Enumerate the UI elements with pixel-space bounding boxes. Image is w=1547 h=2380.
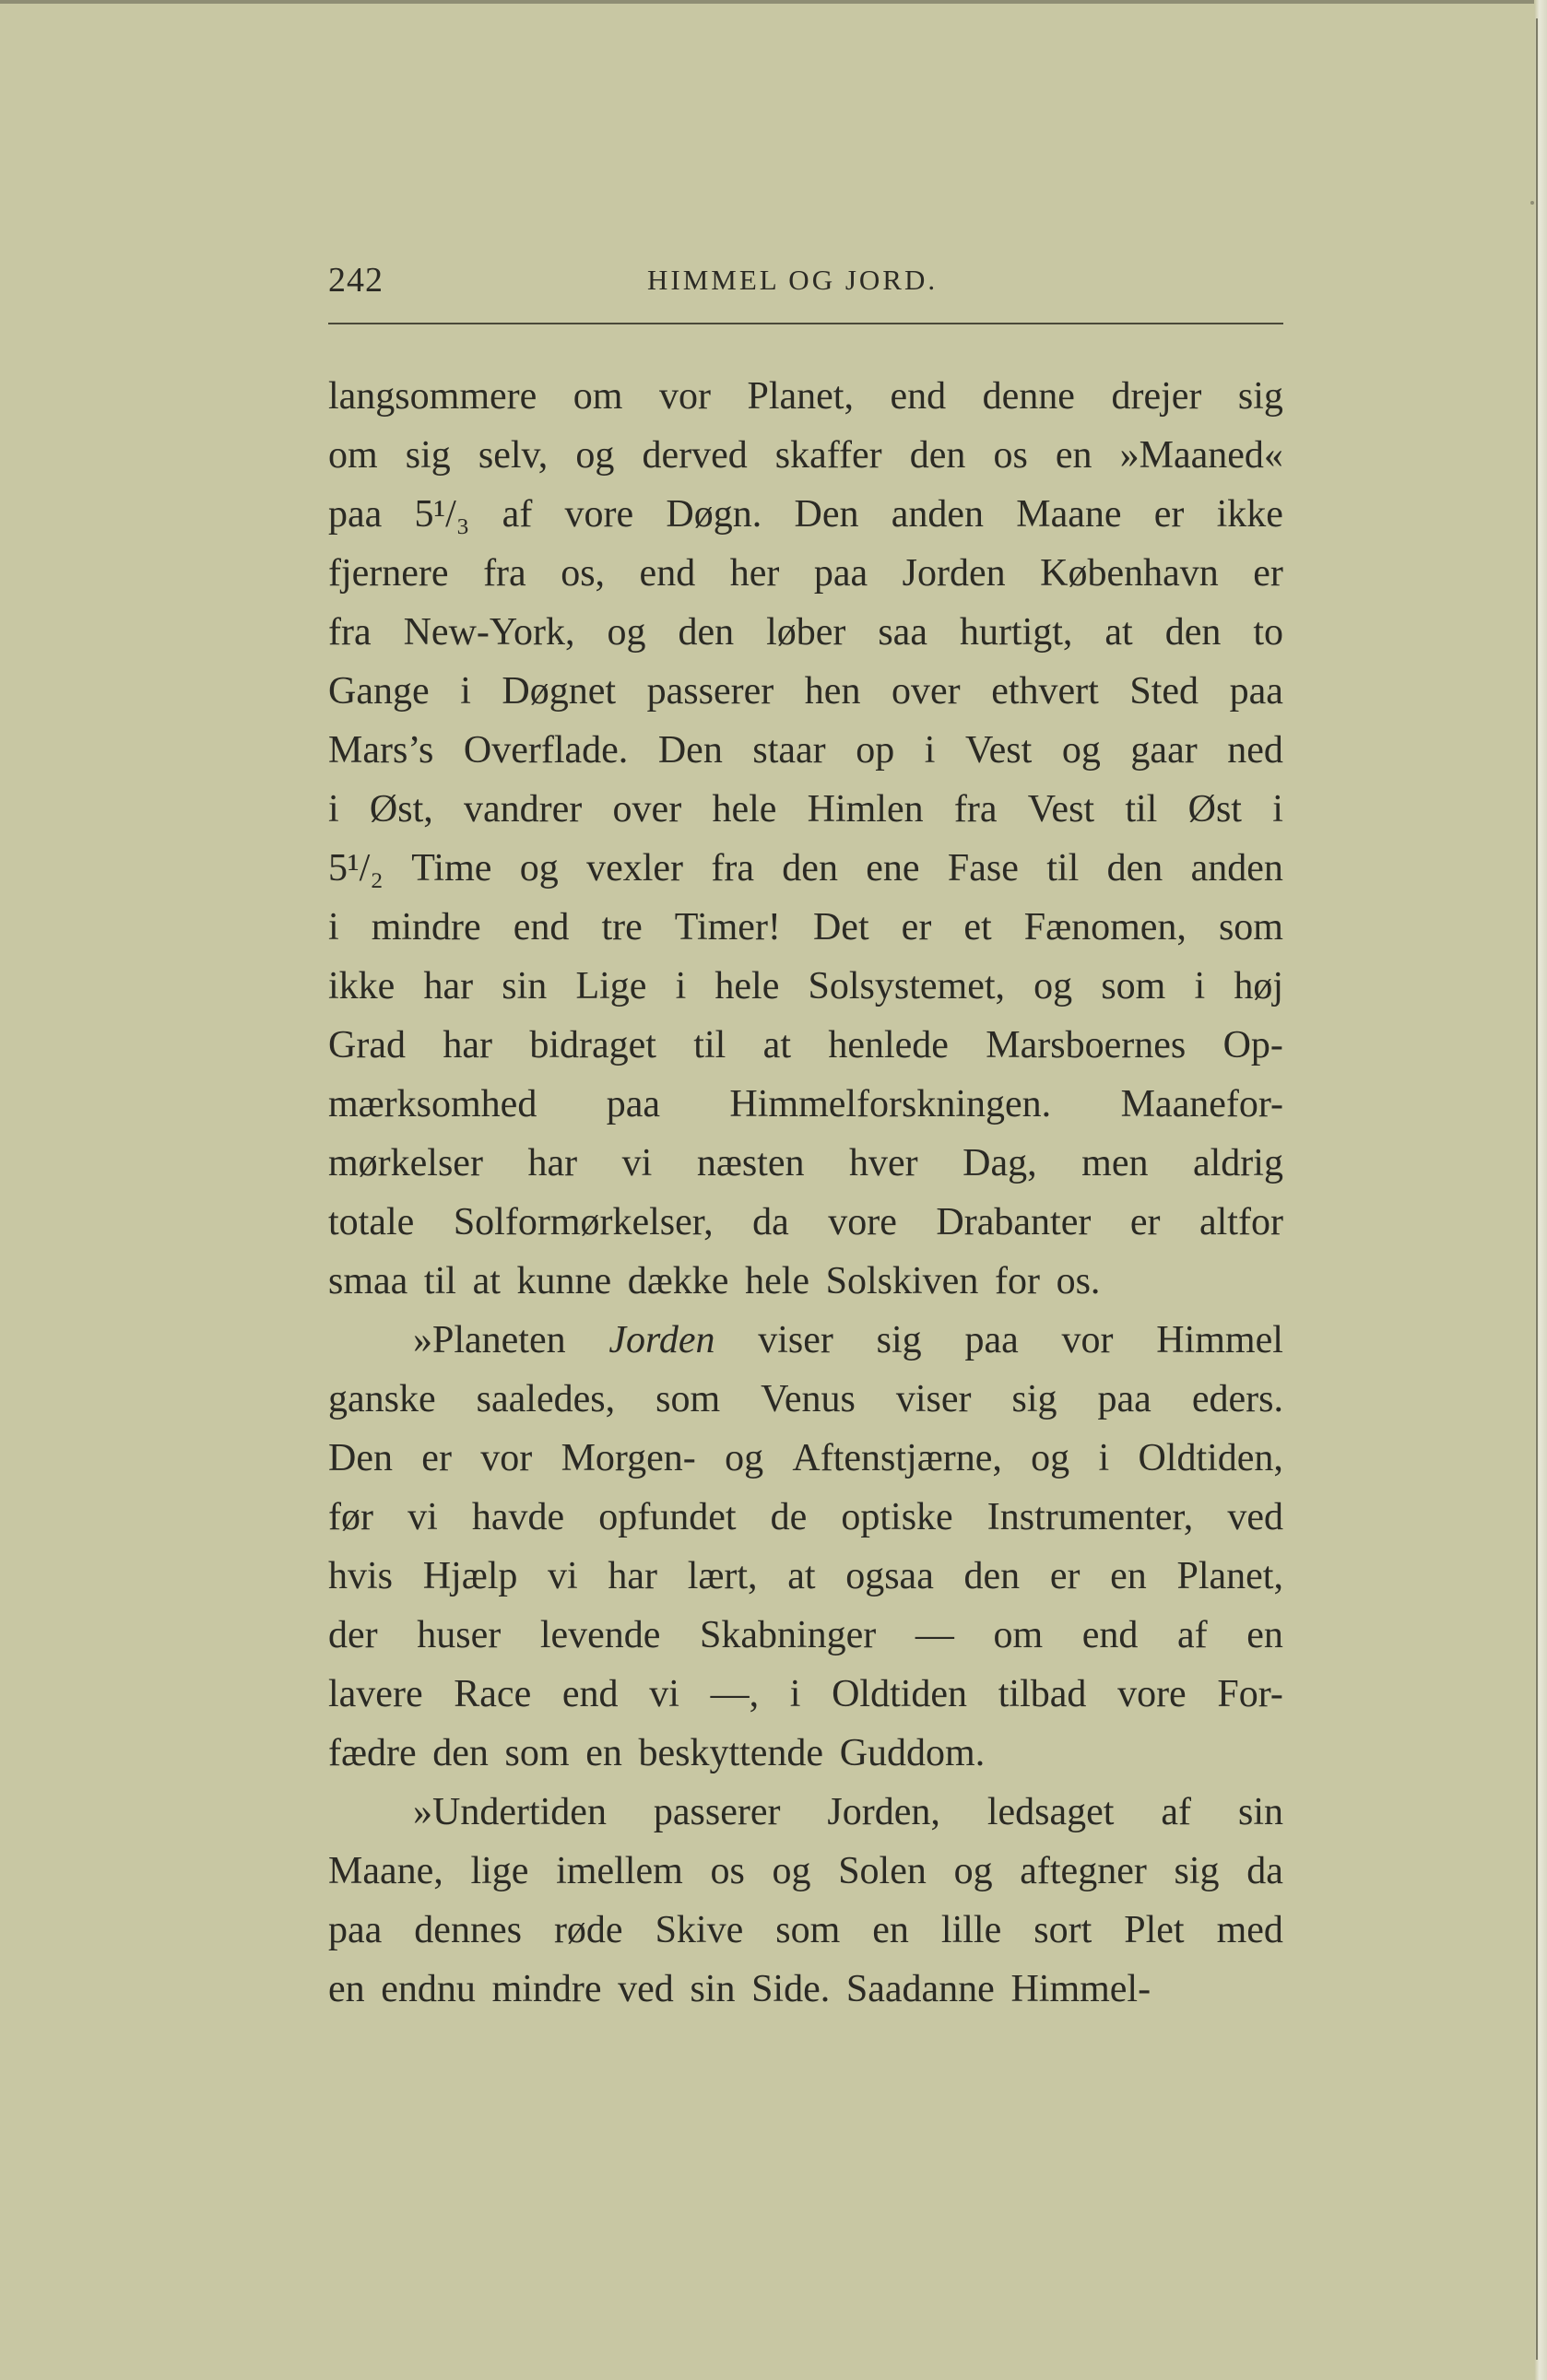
word: For- [1217,1673,1283,1715]
word: har [443,1024,492,1066]
word: Den [657,729,723,772]
word: langsommere [328,375,537,418]
word: os, [561,552,606,595]
word: vor [1061,1319,1114,1361]
word: og [575,434,615,477]
word: hele [714,965,780,1007]
word: endnu [381,1968,476,2010]
text-line [328,1547,1283,1606]
word: høj [1234,965,1283,1007]
page-top-edge [0,0,1547,4]
word: skaffer [774,434,882,477]
word: lavere [328,1673,423,1715]
word: over [612,788,682,831]
word: er [1253,552,1283,595]
word: har [608,1555,658,1597]
word: huser [417,1614,502,1656]
text-line [328,1488,1283,1547]
word: at [472,1260,501,1302]
word: Race [454,1673,532,1715]
page-right-edge-line [1536,18,1538,2360]
text-line [328,603,1283,662]
word: Instrumenter, [986,1496,1194,1538]
word: smaa [328,1260,408,1302]
word: Maane, [328,1850,443,1892]
text-line [328,1665,1283,1724]
word: Skive [655,1909,744,1951]
word: —, [710,1673,760,1715]
word: fra [328,611,372,654]
word: Solen [838,1850,927,1892]
word: fra [953,788,998,831]
word: lige [470,1850,529,1892]
word: saa [878,611,927,654]
word: os [993,434,1028,477]
word: — [915,1614,954,1656]
word: om [993,1614,1044,1656]
word: ikke [1216,493,1283,536]
word: drejer [1111,375,1202,418]
word: den [1164,611,1222,654]
word: mindre [371,906,481,948]
word: paa [964,1319,1019,1361]
word: til [693,1024,726,1066]
word: hvis [328,1555,394,1597]
word: som [1101,965,1166,1007]
word: ved [618,1968,674,2010]
word: for [994,1260,1040,1302]
word: mærksomhed [328,1083,537,1125]
word: Gange [328,670,430,713]
word: vore [1117,1673,1187,1715]
word: før [328,1496,373,1538]
word: i [460,670,471,713]
word: Vest [964,729,1033,772]
word: sin [1237,1791,1283,1833]
word: havde [471,1496,565,1538]
word: henlede [828,1024,949,1066]
word: da [752,1201,789,1243]
word: Overflade. [463,729,629,772]
word: staar [752,729,826,772]
word: Den [794,493,859,536]
word: og [1061,729,1101,772]
word: sig [1237,375,1283,418]
word: et [963,906,992,948]
word: Planet, [747,375,854,418]
word: Dag, [962,1142,1037,1184]
word: opfundet [598,1496,737,1538]
word: Himmelforskningen. [729,1083,1052,1125]
word: Oldtiden, [1138,1437,1283,1479]
word: i [675,965,687,1007]
word: hver [849,1142,918,1184]
word: passerer [646,670,774,713]
text-line [328,1783,1283,1842]
word: denne [982,375,1075,418]
word: fra [483,552,526,595]
word: Planet, [1176,1555,1283,1597]
word: en [872,1909,909,1951]
word: ikke [328,965,396,1007]
word: Himmel [1156,1319,1283,1361]
word: i [1272,788,1283,831]
word: en [585,1732,622,1774]
word: dennes [414,1909,522,1951]
word: mørkelser [328,1142,483,1184]
word: Døgn. [666,493,762,536]
word: kunne [516,1260,612,1302]
word: ledsaget [986,1791,1115,1833]
word: af [502,493,533,536]
word: at [787,1555,816,1597]
word: vi [407,1496,438,1538]
word: Jorden, [827,1791,940,1833]
word: New-York, [403,611,575,654]
word: om [573,375,623,418]
word: til [1125,788,1158,831]
word: dække [627,1260,729,1302]
word: fra [711,847,754,890]
page-header [328,260,1283,312]
word: Lige [575,965,647,1007]
word: til [1046,847,1080,890]
word: i [1098,1437,1110,1479]
word: aldrig [1192,1142,1283,1184]
word: der [328,1614,378,1656]
word: to [1253,611,1283,654]
word: og [607,611,646,654]
word: os [710,1850,745,1892]
word: en [1246,1614,1283,1656]
word: ethvert [991,670,1099,713]
word: sig [405,434,451,477]
word: Guddom. [839,1732,986,1774]
word: den [782,847,838,890]
word: Det [812,906,869,948]
word: de [770,1496,808,1538]
word: Grad [328,1024,406,1066]
text-line [328,367,1283,426]
text-line [328,839,1283,898]
word: vore [828,1201,897,1243]
word: en [1110,1555,1147,1597]
word: Marsboernes [986,1024,1187,1066]
word: gaar [1130,729,1198,772]
word: ved [1227,1496,1283,1538]
word: selv, [478,434,549,477]
page-number: 242 [328,261,384,300]
word: sig [876,1319,922,1361]
word: Venus [761,1378,856,1420]
word: levende [539,1614,661,1656]
word: Timer! [674,906,781,948]
word: og [953,1850,993,1892]
body-text [328,367,1283,2019]
word: Fase [947,847,1019,890]
word: røde [553,1909,623,1951]
text-line [328,957,1283,1016]
word: hele [712,788,777,831]
word: som [504,1732,570,1774]
text-line [328,1606,1283,1665]
word: paa [328,1909,383,1951]
word: Maane [1016,493,1122,536]
word: anden [1190,847,1283,890]
word: over [892,670,961,713]
running-title: HIMMEL OG JORD. [647,264,939,296]
word: vandrer [464,788,583,831]
word: paa [328,493,383,536]
word: »Maaned« [1119,434,1283,477]
word: lille [940,1909,1002,1951]
word: Hjælp [422,1555,518,1597]
word: en [328,1968,365,2010]
word: den [963,1555,1021,1597]
word: med [1216,1909,1283,1951]
word: løber [766,611,846,654]
word: Vest [1027,788,1095,831]
word: lært, [687,1555,758,1597]
word: passerer [653,1791,781,1833]
word: ene [866,847,920,890]
word: fædre [328,1732,417,1774]
word: som [1218,906,1283,948]
word: Morgen- [561,1437,696,1479]
word: Saadanne [845,1968,995,2010]
word: om [328,434,378,477]
word: bidraget [529,1024,656,1066]
word: Sted [1129,670,1199,713]
word: end [1081,1614,1139,1656]
word: viser [758,1319,833,1361]
word: tre [601,906,643,948]
word: mindre [491,1968,602,2010]
word: den [909,434,966,477]
text-line [328,721,1283,780]
word: er [1129,1201,1161,1243]
word: vi [649,1673,679,1715]
text-line [328,1370,1283,1429]
word: Den [328,1437,393,1479]
word: derved [642,434,748,477]
word: end [513,906,570,948]
paper-speck [1530,201,1534,205]
word: sin [502,965,548,1007]
word: vore [564,493,634,536]
word: Drabanter [936,1201,1092,1243]
word: paa [1097,1378,1151,1420]
word: beskyttende [638,1732,824,1774]
word: end [561,1673,619,1715]
word: vexler [586,847,684,890]
word: 5¹/₃ [414,493,470,536]
word: sin [690,1968,736,2010]
word: Mars’s [328,729,434,772]
word: totale [328,1201,415,1243]
word: her [729,552,780,595]
word: Maanefor- [1120,1083,1283,1125]
text-line [328,1252,1283,1311]
text-line [328,544,1283,603]
word: paa [813,552,868,595]
word: er [1049,1555,1081,1597]
word: vi [548,1555,578,1597]
text-line [328,1842,1283,1901]
word: imellem [556,1850,683,1892]
text-line [328,485,1283,544]
word: at [762,1024,791,1066]
word: aftegner [1020,1850,1147,1892]
word: Døgnet [502,670,617,713]
text-line [328,662,1283,721]
word: som [775,1909,841,1951]
text-line [328,1724,1283,1783]
word: vor [480,1437,533,1479]
word: til [423,1260,456,1302]
word: Solsystemet, [808,965,1006,1007]
word: men [1081,1142,1149,1184]
word: Jorden [608,1319,715,1361]
word: 5¹/₂ [328,847,384,890]
word: næsten [696,1142,805,1184]
text-line [328,1075,1283,1134]
word: Aftenstjærne, [792,1437,1002,1479]
word: sort [1033,1909,1092,1951]
word: hen [804,670,861,713]
word: da [1246,1850,1283,1892]
text-line [328,1016,1283,1075]
word: ganske [328,1378,436,1420]
word: vi [621,1142,653,1184]
text-line [328,1193,1283,1252]
text-line [328,780,1283,839]
word: af [1161,1791,1192,1833]
word: den [432,1732,489,1774]
word: den [678,611,735,654]
word: ogsaa [845,1555,934,1597]
word: end [639,552,696,595]
word: Solskiven [825,1260,979,1302]
word: og [519,847,559,890]
word: altfor [1199,1201,1283,1243]
word: Skabninger [700,1614,877,1656]
word: Plet [1124,1909,1185,1951]
word: i [328,906,339,948]
word: paa [1229,670,1283,713]
word: vor [658,375,711,418]
word: i [789,1673,801,1715]
word: Himmel- [1010,1968,1151,2010]
word: tilbad [998,1673,1087,1715]
word: har [527,1142,578,1184]
text-line [328,426,1283,485]
word: viser [895,1378,972,1420]
text-line [328,1311,1283,1370]
text-line [328,898,1283,957]
word: hurtigt, [959,611,1073,654]
word: anden [891,493,985,536]
word: eders. [1191,1378,1283,1420]
word: op [856,729,895,772]
word: af [1177,1614,1208,1656]
word: som [655,1378,721,1420]
word: fjernere [328,552,449,595]
word: os. [1056,1260,1101,1302]
word: end [890,375,947,418]
word: i [1194,965,1206,1007]
word: og [725,1437,764,1479]
word: er [1153,493,1185,536]
word: i [328,788,339,831]
word: Op- [1222,1024,1283,1066]
word: Øst, [369,788,433,831]
word: er [901,906,932,948]
word: og [1033,965,1073,1007]
word: hele [745,1260,810,1302]
word: Øst [1187,788,1242,831]
word: den [1106,847,1163,890]
text-line [328,1960,1283,2019]
word: optiske [841,1496,953,1538]
word: og [1031,1437,1070,1479]
word: Oldtiden [832,1673,968,1715]
word: er [421,1437,452,1479]
text-line [328,1429,1283,1488]
word: »Planeten [413,1319,566,1361]
word: og [772,1850,811,1892]
word: en [1055,434,1092,477]
text-line [328,1901,1283,1960]
word: København [1040,552,1219,595]
word: i [924,729,936,772]
word: saaledes, [476,1378,616,1420]
word: paa [606,1083,661,1125]
word: Fænomen, [1023,906,1187,948]
header-rule [328,323,1283,324]
word: sig [1174,1850,1220,1892]
word: Jorden [902,552,1006,595]
word: at [1104,611,1133,654]
word: Time [411,847,492,890]
word: ned [1227,729,1283,772]
word: Side. [751,1968,831,2010]
word: har [423,965,474,1007]
word: »Undertiden [413,1791,607,1833]
text-line [328,1134,1283,1193]
word: Himlen [807,788,924,831]
word: Solformørkelser, [453,1201,714,1243]
word: sig [1011,1378,1057,1420]
